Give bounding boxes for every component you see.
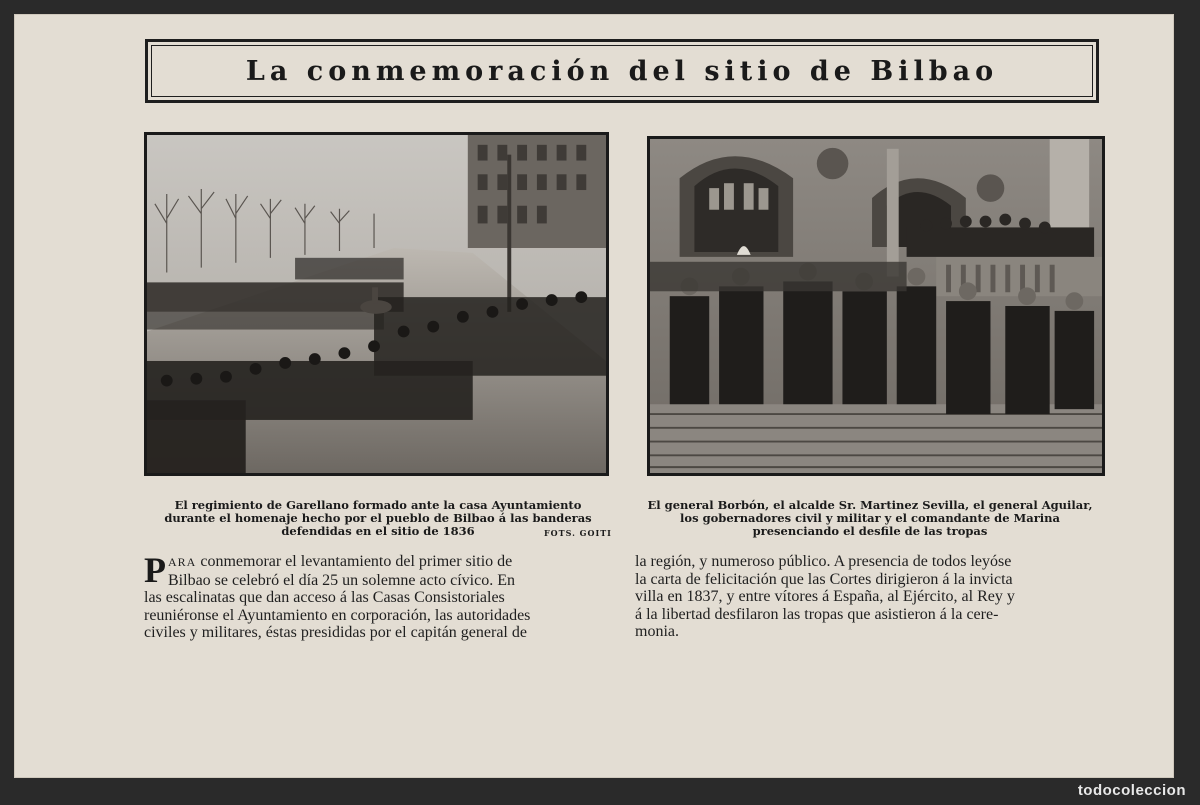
article-line: á la libertad desfilaron las tropas que asistieron á la cere-: [635, 605, 999, 623]
caption-right-line-1: El general Borbón, el alcalde Sr. Martinez Sevilla, el general Aguilar,: [647, 498, 1093, 512]
article-line: Bilbao se celebró el día 25 un solemne acto cívico. En: [168, 571, 515, 589]
drop-cap: P: [144, 550, 166, 590]
article-line: monia.: [635, 623, 679, 640]
article-line: [144, 553, 609, 572]
caption-right: [631, 499, 1109, 538]
article-column-right: [635, 553, 1103, 641]
photo-dignitaries: [647, 136, 1105, 476]
article-line-text: conmemorar el levantamiento del primer sitio de: [200, 553, 513, 570]
dignitaries-photo-image: [650, 139, 1102, 473]
caption-right-line-2: los gobernadores civil y militar y el comandante de Marina: [680, 511, 1060, 525]
title-frame: [145, 39, 1099, 103]
caption-left-line-2: durante el homenaje hecho por el pueblo de Bilbao á las banderas: [164, 511, 592, 525]
photo-regiment: [144, 132, 609, 476]
watermark-text: todocoleccion: [1077, 782, 1186, 799]
caption-left-line-1: El regimiento de Garellano formado ante la casa Ayuntamiento: [174, 498, 582, 512]
page-title: La conmemoración del sitio de Bilbao: [245, 56, 999, 87]
drop-cap-smallcaps: ARA: [168, 555, 197, 569]
article-line: las escalinatas que dan acceso á las Casas Consistoriales: [144, 589, 505, 606]
regiment-photo-image: [147, 135, 606, 473]
article-line: reuniéronse el Ayuntamiento en corporación, las autoridades: [144, 606, 531, 624]
article-column-left: [144, 550, 609, 642]
article-line: villa en 1837, y entre vítores á España, al Ejército, al Rey y: [635, 588, 1015, 605]
article-line: la región, y numeroso público. A presencia de todos leyóse: [635, 553, 1012, 570]
article-line: la carta de felicitación que las Cortes dirigieron á la invicta: [635, 570, 1013, 588]
caption-left-line-3: defendidas en el sitio de 1836: [281, 524, 475, 538]
magazine-page: [14, 14, 1174, 778]
caption-right-line-3: presenciando el desfile de las tropas: [752, 524, 988, 538]
photo-credit: FOTS. GOITI: [544, 528, 612, 538]
article-line: civiles y militares, éstas presididas por el capitán general de: [144, 624, 527, 641]
